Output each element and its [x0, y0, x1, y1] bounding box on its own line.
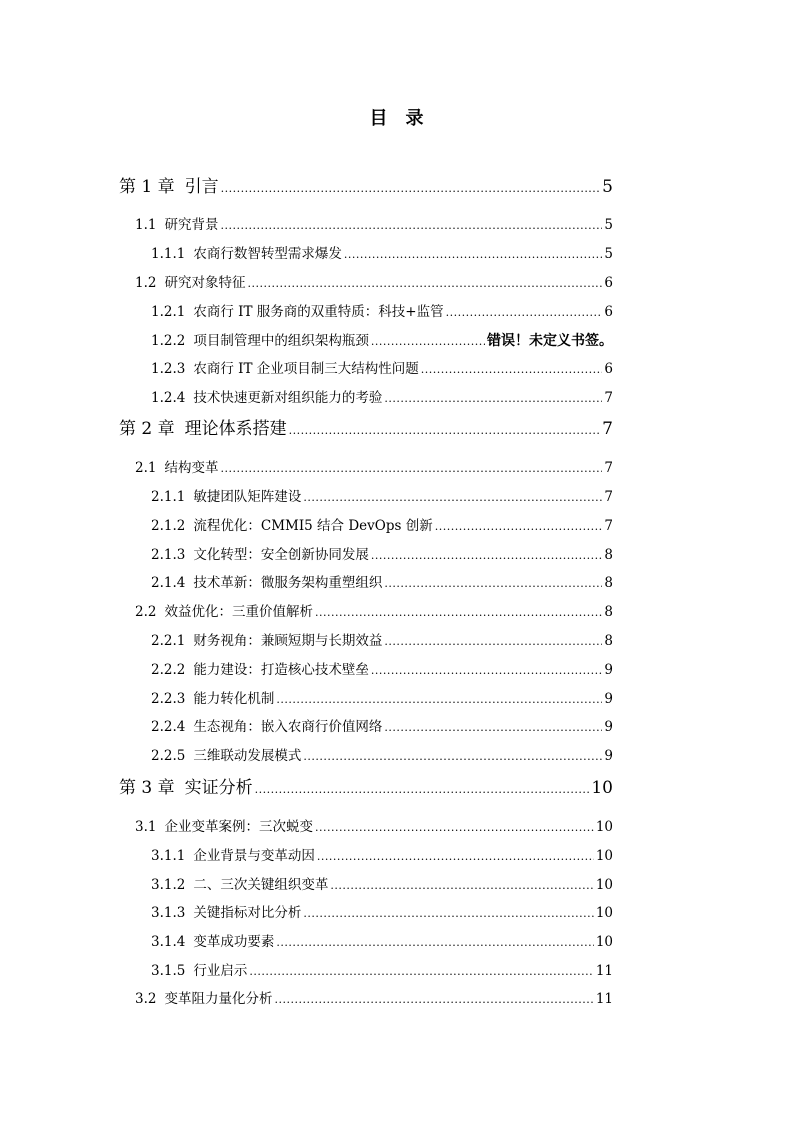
toc-entry-title: 研究背景 — [164, 217, 219, 233]
toc-page-number: 5 — [602, 177, 613, 197]
toc-entry-number: 3.2 — [135, 991, 157, 1007]
toc-dot-leader — [435, 520, 603, 533]
toc-bookmark-error: 错误！未定义书签。 — [487, 333, 613, 349]
toc-page-number: 6 — [604, 275, 613, 291]
toc-page-number: 6 — [604, 304, 613, 320]
toc-page-number: 7 — [604, 518, 613, 534]
toc-entry-number: 2.2.3 — [151, 691, 186, 707]
toc-page-number: 10 — [595, 877, 613, 893]
toc-subsection-entry[interactable] — [151, 543, 613, 563]
toc-title: 目 录 — [369, 108, 424, 129]
toc-entry-title: 引言 — [184, 177, 219, 197]
toc-entry-title: 能力转化机制 — [193, 691, 275, 707]
toc-page-number: 7 — [604, 390, 613, 406]
toc-dot-leader — [317, 850, 594, 863]
toc-section-entry[interactable] — [135, 456, 613, 476]
toc-subsection-entry[interactable] — [151, 242, 613, 262]
toc-chapter-entry[interactable] — [119, 773, 613, 798]
toc-entry-number: 第 2 章 — [119, 419, 175, 439]
toc-page-number: 5 — [604, 246, 613, 262]
toc-entry-number: 2.1 — [135, 460, 157, 476]
toc-section-entry[interactable] — [135, 271, 613, 291]
toc-subsection-entry[interactable] — [151, 571, 613, 591]
toc-entry-title: 研究对象特征 — [164, 275, 246, 291]
toc-subsection-entry[interactable] — [151, 629, 613, 649]
toc-entry-title: 企业背景与变革动因 — [193, 848, 315, 864]
toc-entry-title: 理论体系搭建 — [184, 419, 287, 439]
toc-subsection-entry[interactable] — [151, 514, 613, 534]
toc-entry-number: 第 1 章 — [119, 177, 175, 197]
toc-entry-title: 农商行 IT 服务商的双重特质：科技+监管 — [193, 304, 444, 320]
toc-page-number: 10 — [591, 778, 613, 798]
toc-page-number: 7 — [604, 460, 613, 476]
toc-entry-number: 2.1.3 — [151, 547, 186, 563]
toc-page-number: 10 — [595, 848, 613, 864]
toc-dot-leader — [384, 392, 602, 405]
toc-entry-title: 敏捷团队矩阵建设 — [193, 489, 302, 505]
toc-entry-title: 企业变革案例：三次蜕变 — [164, 819, 313, 835]
toc-page-number: 8 — [604, 633, 613, 649]
toc-section-entry[interactable] — [135, 987, 613, 1007]
toc-dot-leader — [384, 721, 602, 734]
toc-page-number: 6 — [604, 361, 613, 377]
toc-entry-title: 二、三次关键组织变革 — [193, 877, 329, 893]
toc-entry-number: 3.1.3 — [151, 905, 186, 921]
toc-dot-leader — [344, 248, 603, 261]
toc-section-entry[interactable] — [135, 213, 613, 233]
toc-subsection-entry[interactable] — [151, 744, 613, 764]
toc-dot-leader — [276, 693, 602, 706]
toc-entry-number: 2.2 — [135, 604, 157, 620]
toc-dot-leader — [289, 424, 601, 437]
toc-subsection-entry[interactable] — [151, 300, 613, 320]
toc-page-number: 8 — [604, 547, 613, 563]
toc-page-number: 11 — [595, 963, 613, 979]
toc-subsection-entry[interactable] — [151, 715, 613, 735]
toc-entry-title: 农商行 IT 企业项目制三大结构性问题 — [193, 361, 419, 377]
toc-entry-number: 1.1 — [135, 217, 157, 233]
toc-entry-number: 第 3 章 — [119, 778, 175, 798]
toc-entry-title: 项目制管理中的组织架构瓶颈 — [193, 333, 369, 349]
toc-entry-number: 1.1.1 — [151, 246, 186, 262]
toc-entry-title: 技术革新：微服务架构重塑组织 — [193, 575, 383, 591]
toc-dot-leader — [247, 277, 602, 290]
toc-entry-number: 1.2.3 — [151, 361, 186, 377]
toc-dot-leader — [274, 993, 593, 1006]
toc-subsection-entry[interactable] — [151, 357, 613, 377]
toc-dot-leader — [315, 821, 594, 834]
toc-page-number: 10 — [595, 905, 613, 921]
toc-dot-leader — [303, 491, 602, 504]
toc-entry-title: 流程优化：CMMI5 结合 DevOps 创新 — [193, 518, 433, 534]
toc-entry-number: 2.1.4 — [151, 575, 186, 591]
toc-entry-title: 技术快速更新对组织能力的考验 — [193, 390, 383, 406]
toc-dot-leader — [276, 936, 593, 949]
toc-entry-number: 3.1.1 — [151, 848, 186, 864]
toc-chapter-entry[interactable] — [119, 172, 613, 197]
toc-dot-leader — [220, 219, 602, 232]
toc-entry-number: 2.1.1 — [151, 489, 186, 505]
toc-page-number: 9 — [604, 719, 613, 735]
toc-entry-number: 2.2.1 — [151, 633, 186, 649]
toc-subsection-entry[interactable] — [151, 959, 613, 979]
toc-page-number: 10 — [595, 819, 613, 835]
toc-entry-title: 效益优化：三重价值解析 — [164, 604, 313, 620]
toc-entry-number: 2.1.2 — [151, 518, 186, 534]
toc-page-number: 8 — [604, 575, 613, 591]
toc-dot-leader — [371, 664, 603, 677]
toc-entry-number: 2.2.4 — [151, 719, 186, 735]
toc-dot-leader — [220, 462, 602, 475]
toc-entry-number: 2.2.2 — [151, 662, 186, 678]
toc-subsection-entry[interactable] — [151, 386, 613, 406]
toc-dot-leader — [384, 635, 602, 648]
toc-dot-leader — [249, 965, 593, 978]
toc-subsection-entry[interactable] — [151, 687, 613, 707]
toc-entry-number: 1.2.2 — [151, 333, 186, 349]
toc-page-number: 9 — [604, 662, 613, 678]
toc-page-number: 7 — [604, 489, 613, 505]
toc-subsection-entry[interactable] — [151, 930, 613, 950]
toc-chapter-entry[interactable] — [119, 414, 613, 439]
toc-page-number: 9 — [604, 748, 613, 764]
toc-entry-title: 关键指标对比分析 — [193, 905, 302, 921]
toc-subsection-entry[interactable] — [151, 901, 613, 921]
toc-entry-title: 三维联动发展模式 — [193, 748, 302, 764]
toc-page-number: 10 — [595, 934, 613, 950]
toc-entry-number: 1.2.1 — [151, 304, 186, 320]
toc-entry-number: 1.2 — [135, 275, 157, 291]
toc-dot-leader — [371, 335, 485, 348]
toc-entry-title: 生态视角：嵌入农商行价值网络 — [193, 719, 383, 735]
toc-page-number: 9 — [604, 691, 613, 707]
toc-section-entry[interactable] — [135, 600, 613, 620]
toc-dot-leader — [221, 182, 601, 195]
toc-dot-leader — [303, 750, 602, 763]
toc-entry-number: 1.2.4 — [151, 390, 186, 406]
toc-section-entry[interactable] — [135, 815, 613, 835]
toc-page-number: 5 — [604, 217, 613, 233]
toc-entry-title: 变革成功要素 — [193, 934, 275, 950]
toc-entry-title: 实证分析 — [184, 778, 253, 798]
toc-dot-leader — [421, 363, 603, 376]
toc-entry-number: 3.1.5 — [151, 963, 186, 979]
toc-subsection-entry[interactable] — [151, 329, 613, 350]
toc-dot-leader — [371, 549, 603, 562]
toc-entry-title: 财务视角：兼顾短期与长期效益 — [193, 633, 383, 649]
toc-dot-leader — [255, 783, 590, 796]
toc-entry-title: 农商行数智转型需求爆发 — [193, 246, 342, 262]
toc-entry-title: 行业启示 — [193, 963, 248, 979]
toc-page-number: 8 — [604, 604, 613, 620]
toc-subsection-entry[interactable] — [151, 658, 613, 678]
toc-page-number: 7 — [602, 419, 613, 439]
toc-subsection-entry[interactable] — [151, 844, 613, 864]
toc-dot-leader — [330, 879, 593, 892]
toc-subsection-entry[interactable] — [151, 485, 613, 505]
toc-entry-number: 2.2.5 — [151, 748, 186, 764]
toc-entry-number: 3.1.4 — [151, 934, 186, 950]
toc-entry-number: 3.1.2 — [151, 877, 186, 893]
toc-entry-title: 文化转型：安全创新协同发展 — [193, 547, 369, 563]
toc-dot-leader — [315, 606, 602, 619]
toc-dot-leader — [384, 577, 602, 590]
toc-page-number: 11 — [595, 991, 613, 1007]
toc-entry-title: 变革阻力量化分析 — [164, 991, 273, 1007]
toc-entry-title: 能力建设：打造核心技术壁垒 — [193, 662, 369, 678]
toc-dot-leader — [446, 306, 603, 319]
toc-entry-title: 结构变革 — [164, 460, 219, 476]
toc-subsection-entry[interactable] — [151, 873, 613, 893]
toc-entry-number: 3.1 — [135, 819, 157, 835]
toc-dot-leader — [303, 907, 593, 920]
